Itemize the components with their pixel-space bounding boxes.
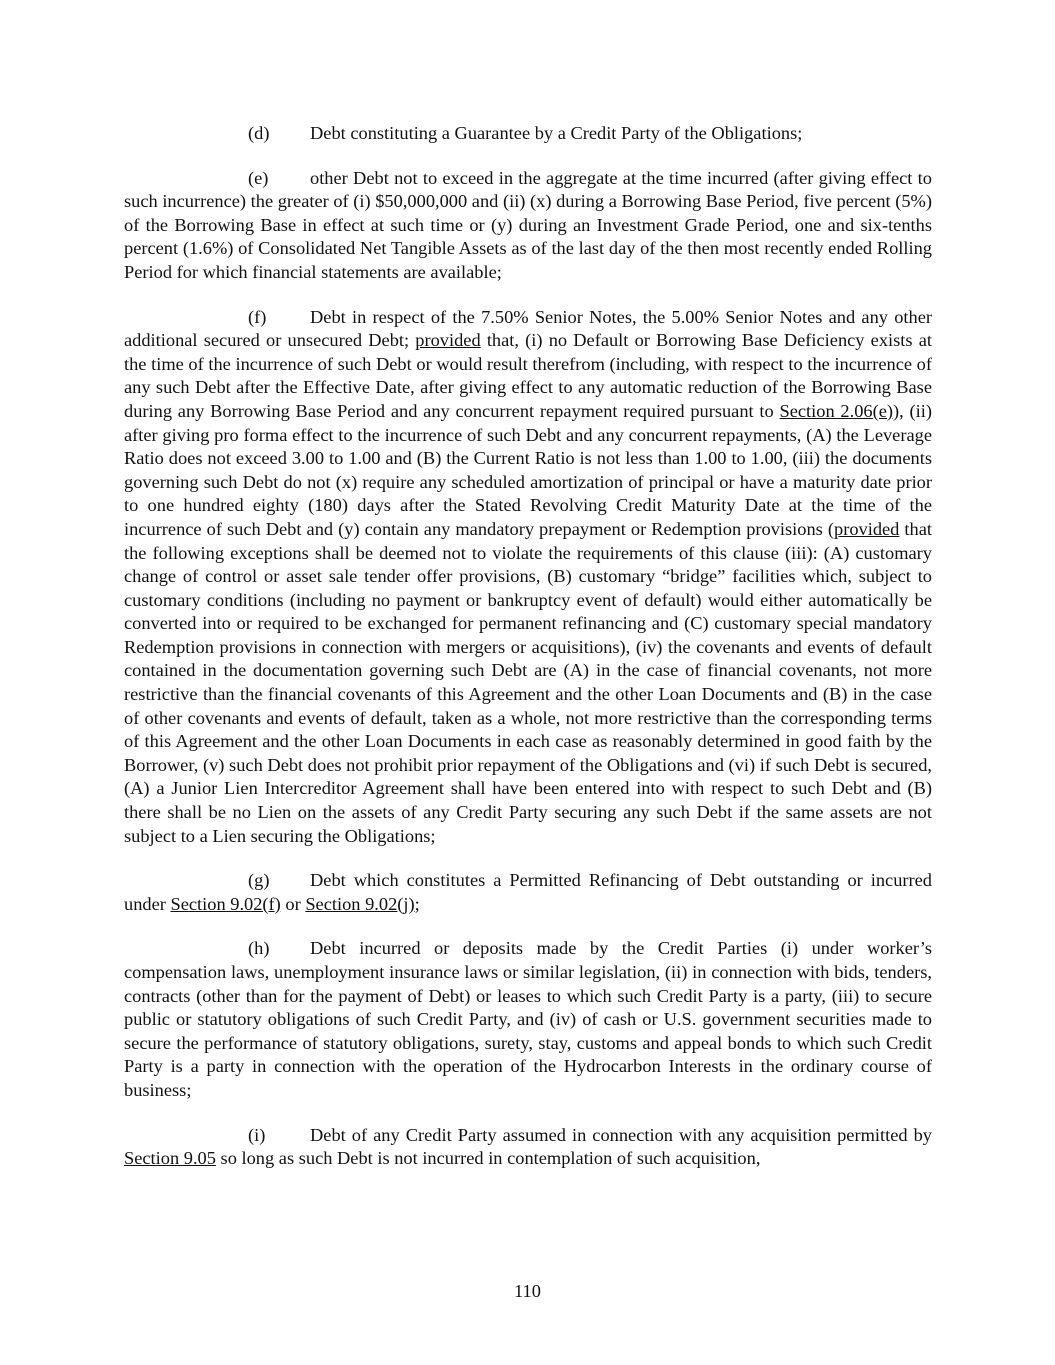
- paragraph: [124, 869, 932, 916]
- clause-text: Debt constituting a Guarantee by a Credit Party of the Obligations;: [310, 123, 803, 143]
- document-body: [124, 122, 932, 1192]
- clause-label: (i): [248, 1124, 266, 1145]
- cross-reference: Section 9.05: [124, 1148, 216, 1169]
- cross-reference: Section 2.06(e): [779, 400, 894, 421]
- clause-text: ;: [414, 893, 420, 914]
- cross-reference: provided: [415, 330, 481, 351]
- clause-text: other Debt not to exceed in the aggregate at the time incurred (after giving effect to such incurrence) the greater of (i) $50,000,000 and (ii) (x) during a Borrowing Base Period, five percent (5%) of the Borrowing Base in effect at such time or (y) during an Investment Grade Period, one and six-tenths percent (1.6%) of Consolidated Net Tangible Assets as of the last day of the then most recently ended Rolling Period for which financial statements are available;: [124, 167, 932, 282]
- clause-text: or: [280, 893, 306, 914]
- paragraph: [124, 1124, 932, 1171]
- clause-text: Debt in respect of the 7.50% Senior Notes, the 5.00% Senior Notes and any other additional secured or unsecured Debt;: [124, 306, 932, 351]
- clause-text: Debt incurred or deposits made by the Credit Parties (i) under worker’s compensation laws, unemployment insurance laws or similar legislation, (ii) in connection with bids, tenders, contracts (other than for the payment of Debt) or leases to which such Credit Party is a party, (iii) to secure public or statutory obligations of such Credit Party, and (iv) of cash or U.S. government securities made to secure the performance of statutory obligations, surety, stay, customs and appeal bonds to which such Credit Party is a party in connection with the operation of the Hydrocarbon Interests in the ordinary course of business;: [124, 938, 932, 1100]
- paragraph: [124, 937, 932, 1102]
- clause-label: (f): [248, 306, 267, 327]
- paragraph: [124, 167, 932, 285]
- clause-text: that the following exceptions shall be deemed not to violate the requirements of this clause (iii): (A) customary change of control or asset sale tender offer provisions, (B) customary “bridge” facilities which, subject to customary conditions (including no payment or bankruptcy event of default) would either automatically be converted into or required to be exchanged for permanent refinancing and (C) customary special mandatory Redemption provisions in connection with mergers or acquisitions), (iv) the covenants and events of default contained in the documentation governing such Debt are (A) in the case of financial covenants, not more restrictive than the financial covenants of this Agreement and the other Loan Documents and (B) in the case of other covenants and events of default, taken as a whole, not more restrictive than the corresponding terms of this Agreement and the other Loan Documents in each case as reasonably determined in good faith by the Borrower, (v) such Debt does not prohibit prior repayment of the Obligations and (vi) if such Debt is secured, (A) a Junior Lien Intercreditor Agreement shall have been entered into with respect to such Debt and (B) there shall be no Lien on the assets of any Credit Party securing any such Debt if the same assets are not subject to a Lien securing the Obligations;: [124, 518, 932, 846]
- cross-reference: provided: [834, 518, 900, 539]
- clause-text: Debt of any Credit Party assumed in connection with any acquisition permitted by: [310, 1124, 932, 1145]
- clause-label: (e): [248, 167, 269, 188]
- clause-label: (d): [248, 123, 270, 143]
- clause-text: so long as such Debt is not incurred in contemplation of such acquisition,: [215, 1148, 761, 1169]
- clause-text: that, (i) no Default or Borrowing Base Deficiency exists at the time of the incurrence of such Debt or would result therefrom (including, with respect to the incurrence of any such Debt after the Effective Date, after giving effect to any automatic reduction of the Borrowing Base during any Borrowing Base Period and any concurrent repayment required pursuant to: [124, 330, 932, 421]
- clause-text: Debt which constitutes a Permitted Refinancing of Debt outstanding or incurred under: [124, 870, 932, 914]
- paragraph: [124, 306, 932, 849]
- paragraph: [124, 122, 932, 146]
- clause-text: ), (ii) after giving pro forma effect to the incurrence of such Debt and any concurrent repayments, (A) the Leverage Ratio does not exceed 3.00 to 1.00 and (B) the Current Ratio is not less than 1.00 to 1.00, (iii) the documents governing such Debt do not (x) require any scheduled amortization of principal or have a maturity date prior to one hundred eighty (180) days after the Stated Revolving Credit Maturity Date at the time of the incurrence of such Debt and (y) contain any mandatory prepayment or Redemption provisions (: [124, 400, 932, 539]
- clause-label: (g): [248, 870, 270, 891]
- clause-label: (h): [248, 938, 270, 959]
- cross-reference: Section 9.02(f): [170, 893, 281, 914]
- page-number: 110: [514, 1281, 541, 1301]
- cross-reference: Section 9.02(j): [305, 893, 415, 914]
